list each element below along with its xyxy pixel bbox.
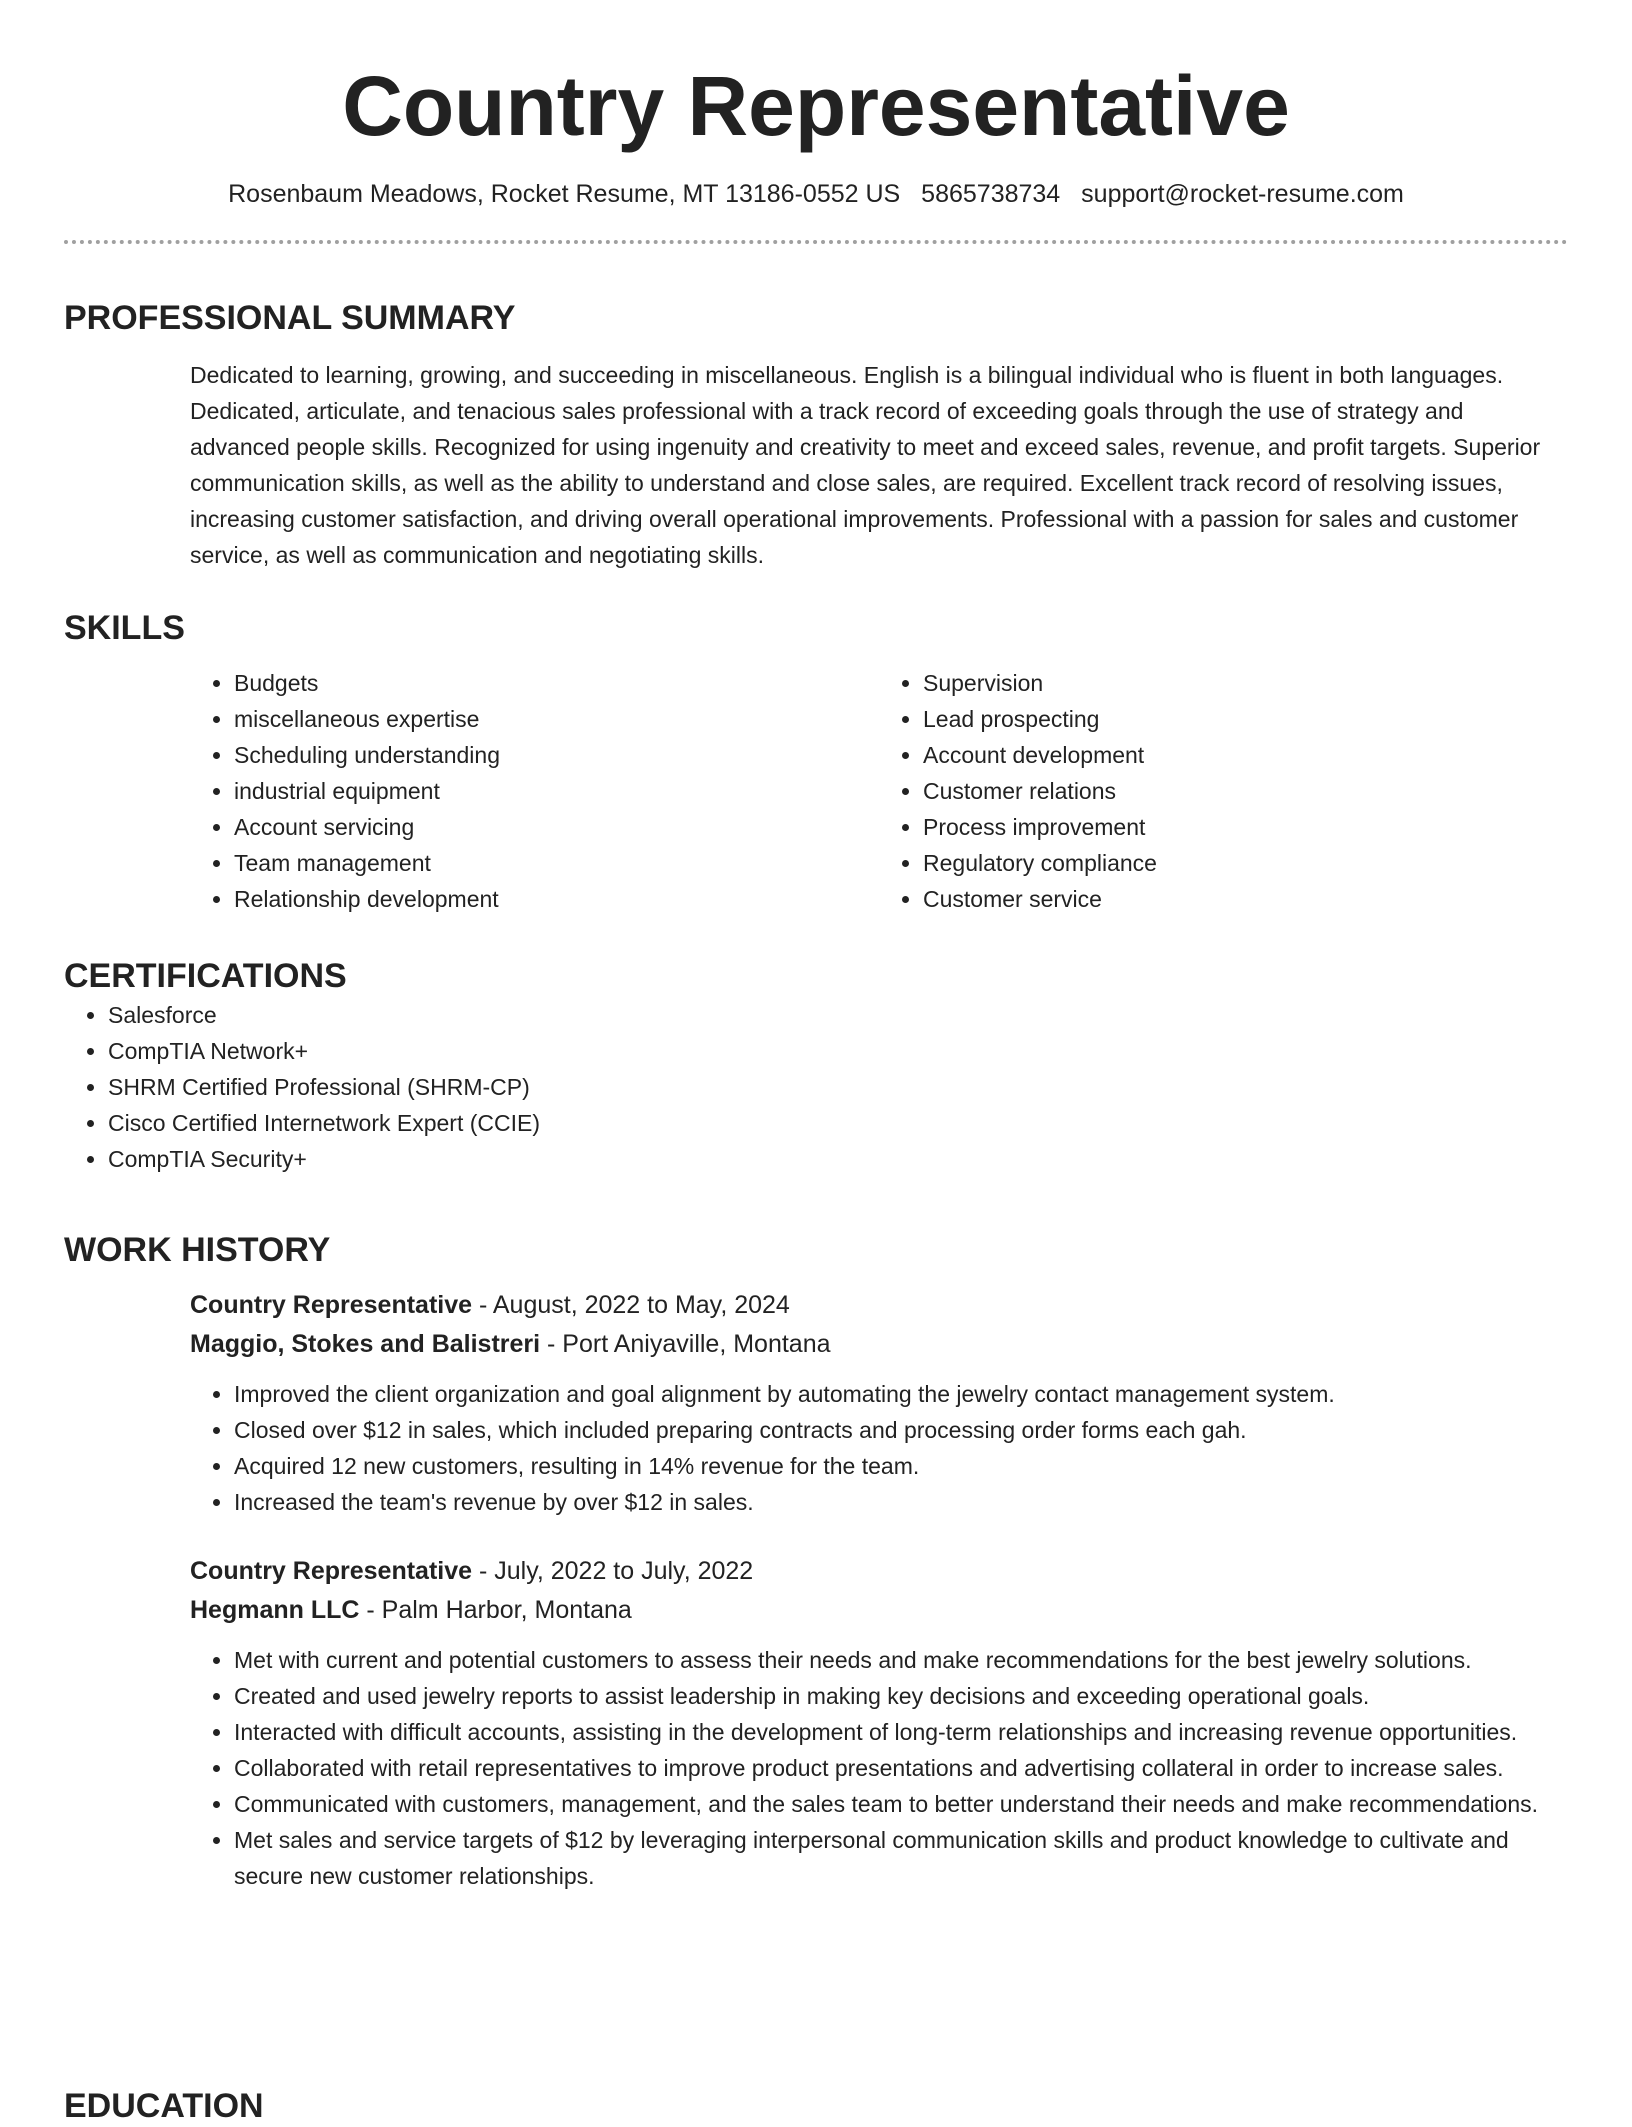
job-duty: • Met with current and potential customers to assess their needs and make recommendations for the best jewelry solutions.: [234, 1642, 1562, 1678]
skill-item: • miscellaneous expertise: [234, 701, 879, 737]
contact-line: [64, 176, 1568, 212]
job-duty: • Acquired 12 new customers, resulting in 14% revenue for the team.: [234, 1448, 1562, 1484]
certification-item: • CompTIA Network+: [108, 1033, 1568, 1069]
skills-list-right: [879, 665, 1568, 917]
job-duties-list: [190, 1376, 1562, 1520]
certification-item: • SHRM Certified Professional (SHRM-CP): [108, 1069, 1568, 1105]
certifications-heading: CERTIFICATIONS: [64, 957, 347, 995]
job-duty: • Closed over $12 in sales, which included preparing contracts and processing order forms each gah.: [234, 1412, 1562, 1448]
certification-item: • Salesforce: [108, 997, 1568, 1033]
job-location: - Port Aniyaville, Montana: [540, 1330, 831, 1358]
skill-item: • Team management: [234, 845, 879, 881]
skill-item: • Lead prospecting: [923, 701, 1568, 737]
skills-list-left: [190, 665, 879, 917]
job-role: Country Representative: [190, 1557, 473, 1585]
resume-header: [64, 56, 1568, 244]
job-duty: • Created and used jewelry reports to assist leadership in making key decisions and exceeding operational goals.: [234, 1678, 1562, 1714]
job-duty: • Increased the team's revenue by over $12 in sales.: [234, 1484, 1562, 1520]
summary-heading: PROFESSIONAL SUMMARY: [64, 299, 516, 337]
job-entry: [190, 1286, 1562, 1520]
contact-email: support@rocket-resume.com: [1081, 180, 1404, 208]
contact-address: Rosenbaum Meadows, Rocket Resume, MT 13186-0552 US: [228, 180, 901, 208]
education-heading: EDUCATION: [64, 2087, 264, 2125]
skill-item: • Account servicing: [234, 809, 879, 845]
job-title-line: [190, 1552, 1562, 1591]
education-section: [64, 2085, 1568, 2127]
skill-item: • Customer relations: [923, 773, 1568, 809]
skill-item: • Budgets: [234, 665, 879, 701]
skills-columns: [190, 665, 1568, 917]
work-history-heading: WORK HISTORY: [64, 1231, 331, 1269]
certification-item: • CompTIA Security+: [108, 1141, 1568, 1177]
skill-item: • Account development: [923, 737, 1568, 773]
certifications-list: [64, 997, 1568, 1177]
job-duty: • Improved the client organization and goal alignment by automating the jewelry contact management system.: [234, 1376, 1562, 1412]
job-duty: • Met sales and service targets of $12 by leveraging interpersonal communication skills and product knowledge to cultivate and secure new customer relationships.: [234, 1822, 1562, 1894]
job-dates: - July, 2022 to July, 2022: [472, 1557, 754, 1585]
contact-phone: 5865738734: [921, 180, 1061, 208]
certifications-section: [64, 955, 1568, 1177]
skill-item: • Supervision: [923, 665, 1568, 701]
job-role: Country Representative: [190, 1291, 473, 1319]
skill-item: • industrial equipment: [234, 773, 879, 809]
job-duties-list: [190, 1642, 1562, 1894]
summary-text: Dedicated to learning, growing, and succeeding in miscellaneous. English is a bilingual individual who is fluent in both languages. Dedicated, articulate, and tenacious sales professional with a track record of exceeding goals through the use of strategy and advanced people skills. Recognized for using ingenuity and creativity to meet and exceed sales, revenue, and profit targets. Superior communication skills, as well as the ability to understand and close sales, are required. Excellent track record of resolving issues, increasing customer satisfaction, and driving overall operational improvements. Professional with a passion for sales and customer service, as well as communication and negotiating skills.: [190, 362, 1541, 568]
certification-item: • Cisco Certified Internetwork Expert (CCIE): [108, 1105, 1568, 1141]
candidate-name: Country Representative: [342, 59, 1290, 153]
skill-item: • Customer service: [923, 881, 1568, 917]
work-history-section: [64, 1229, 1568, 1894]
header-divider: [64, 240, 1568, 244]
job-company-line: [190, 1591, 1562, 1630]
job-title-line: [190, 1286, 1562, 1325]
job-location: - Palm Harbor, Montana: [359, 1596, 632, 1624]
skills-heading: SKILLS: [64, 609, 185, 647]
job-duty: • Communicated with customers, management, and the sales team to better understand their needs and make recommendations.: [234, 1786, 1562, 1822]
resume-page: [64, 0, 1568, 2125]
skill-item: • Process improvement: [923, 809, 1568, 845]
job-entry: [190, 1552, 1562, 1894]
job-dates: - August, 2022 to May, 2024: [472, 1291, 790, 1319]
job-company: Hegmann LLC: [190, 1596, 360, 1624]
job-duty: • Collaborated with retail representatives to improve product presentations and advertising collateral in order to increase sales.: [234, 1750, 1562, 1786]
job-company: Maggio, Stokes and Balistreri: [190, 1330, 541, 1358]
skill-item: • Regulatory compliance: [923, 845, 1568, 881]
skill-item: • Relationship development: [234, 881, 879, 917]
skills-section: [64, 607, 1568, 917]
job-company-line: [190, 1325, 1562, 1364]
skill-item: • Scheduling understanding: [234, 737, 879, 773]
job-duty: • Interacted with difficult accounts, assisting in the development of long-term relationships and increasing revenue opportunities.: [234, 1714, 1562, 1750]
summary-section: [64, 297, 1568, 573]
